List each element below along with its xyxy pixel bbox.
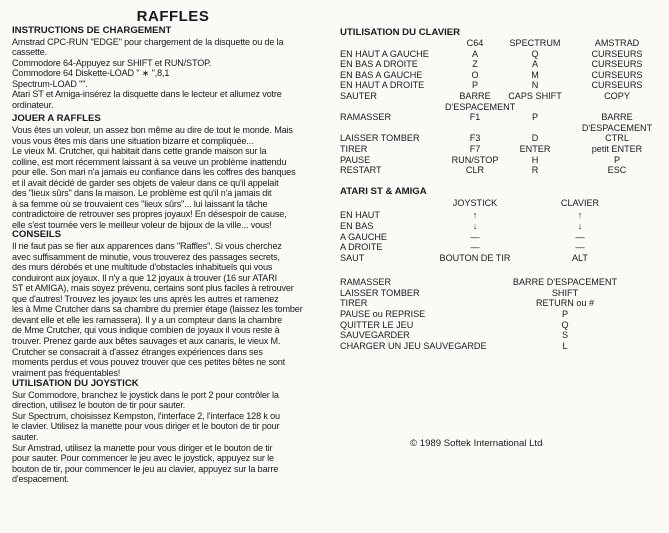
key-row xyxy=(340,277,665,288)
text-line: Le vieux M. Crutcher, qui habitait dans cette grande maison sur la xyxy=(12,146,267,157)
column-joystick: JOYSTICK xyxy=(452,197,498,208)
key-value: CTRL xyxy=(605,133,629,144)
key-row xyxy=(340,133,665,144)
play-story xyxy=(12,125,334,230)
copyright: © 1989 Softek International Ltd xyxy=(410,438,543,449)
action-label: PAUSE ou REPRISE xyxy=(340,309,426,320)
key-value: ↓ xyxy=(472,220,478,231)
key-value: D'ESPACEMENT xyxy=(581,122,653,133)
key-value: D xyxy=(531,133,539,144)
key-value: ↑ xyxy=(577,210,583,221)
atari-heading: ATARI ST & AMIGA xyxy=(340,185,427,197)
action-label: QUITTER LE JEU xyxy=(340,319,414,330)
key-row xyxy=(340,102,665,113)
text-line: direction, utilisez le bouton de tir pour sauter. xyxy=(12,400,186,411)
text-line: Il ne faut pas se fier aux apparences dans "Raffles". Si vous cherchez xyxy=(12,241,282,252)
action-label: EN BAS xyxy=(340,220,374,231)
text-line: conduiront aux joyaux. Il n'y a que 12 joyaux à trouver (16 sur ATARI xyxy=(12,272,278,283)
key-row xyxy=(340,210,665,221)
key-value: CURSEURS xyxy=(591,69,643,80)
text-line: moments perdus et vous pouvez trouver que ces petites bêtes ne sont xyxy=(12,357,286,368)
key-value: F3 xyxy=(469,133,481,144)
text-line: Sur Commodore, branchez le joystick dans le port 2 pour contrôler la xyxy=(12,389,279,400)
key-value: N xyxy=(531,80,539,91)
key-row xyxy=(340,155,665,166)
key-value: CURSEURS xyxy=(591,59,643,70)
text-line: contradictoire de retrouver ses propres joyaux! En désespoir de cause, xyxy=(12,209,287,220)
text-line: Commodore 64 Diskette-LOAD " ∗ ",8,1 xyxy=(12,68,170,79)
text-line: des "lieux sûrs" dans la maison. Le problème est qu'il n'a jamais dit xyxy=(12,188,272,199)
text-line: pour sauter. Pour commencer le jeu avec le joystick, appuyez sur le xyxy=(12,453,274,464)
key-value: P xyxy=(613,154,621,165)
text-line: et il avait décidé de garder ses objets de valeur dans ce qu'il appelait xyxy=(12,177,279,188)
key-row xyxy=(340,341,665,352)
text-line: avec suffisamment de minutie, vous trouverez des passages secrets, xyxy=(12,251,280,262)
key-value: Q xyxy=(531,48,539,59)
key-row xyxy=(340,123,665,134)
key-value: L xyxy=(562,340,568,351)
column-amstrad: AMSTRAD xyxy=(594,38,640,48)
key-value: M xyxy=(531,69,539,80)
action-label: RAMASSER xyxy=(340,112,392,123)
action-label: CHARGER UN JEU SAUVEGARDE xyxy=(340,340,487,351)
text-line: Sur Spectrum, choisissez Kempston, l'interface 2, l'interface 128 k ou xyxy=(12,410,280,421)
action-label: A GAUCHE xyxy=(340,231,387,242)
action-label: PAUSE xyxy=(340,154,371,165)
right-column xyxy=(340,27,665,351)
text-line: Crutcher se consacrait à d'assez étranges expériences dans ses xyxy=(12,346,263,357)
key-row xyxy=(340,232,665,243)
key-row xyxy=(340,80,665,91)
text-line: Amstrad CPC-RUN "EDGE" pour chargement de la disquette ou de la xyxy=(12,36,284,47)
left-column xyxy=(12,9,334,485)
text-line: pour elle. Son mari n'a jamais eu confiance dans les coffres des banques xyxy=(12,167,296,178)
key-value: H xyxy=(531,154,539,165)
action-label: SAUVEGARDER xyxy=(340,330,410,341)
action-label: EN HAUT xyxy=(340,210,380,221)
text-line: Spectrum-LOAD "". xyxy=(12,78,88,89)
action-label: EN HAUT A GAUCHE xyxy=(340,48,429,59)
key-value: CURSEURS xyxy=(591,80,643,91)
key-value: A xyxy=(531,59,539,70)
action-label: RESTART xyxy=(340,165,382,176)
column-c64: C64 xyxy=(466,38,484,48)
key-row xyxy=(340,165,665,176)
key-row xyxy=(340,320,665,331)
tips-text xyxy=(12,241,334,378)
joystick-heading: UTILISATION DU JOYSTICK xyxy=(12,378,139,390)
key-value: P xyxy=(561,309,569,320)
text-line: elle s'est tournée vers le meilleur voleur de bijoux de la ville... vous! xyxy=(12,219,272,230)
key-value: RUN/STOP xyxy=(451,154,499,165)
text-line: sauter. xyxy=(12,431,39,442)
other-keys-table xyxy=(340,277,665,351)
key-value: COPY xyxy=(604,90,630,101)
key-value: BARRE xyxy=(459,90,491,101)
key-row xyxy=(340,253,665,264)
text-line: colline, est mort récemment laissant à sa veuve un problème inattendu xyxy=(12,156,287,167)
key-value: petit ENTER xyxy=(591,143,643,154)
key-value: ENTER xyxy=(519,143,551,154)
key-row xyxy=(340,242,665,253)
key-row xyxy=(340,298,665,309)
tips-heading: CONSEILS xyxy=(12,229,62,241)
key-value: F1 xyxy=(469,112,481,123)
key-value: Q xyxy=(561,319,569,330)
page-title: RAFFLES xyxy=(136,8,210,25)
key-row xyxy=(340,288,665,299)
column-spectrum: SPECTRUM xyxy=(509,38,561,48)
key-value: P xyxy=(471,80,479,91)
key-value: ↓ xyxy=(577,220,583,231)
column-clavier: CLAVIER xyxy=(560,197,600,208)
play-heading: JOUER A RAFFLES xyxy=(12,113,101,125)
key-row xyxy=(340,49,665,60)
key-row xyxy=(340,112,665,123)
key-value: Z xyxy=(472,59,478,70)
key-value: CAPS SHIFT xyxy=(508,90,562,101)
action-label: SAUTER xyxy=(340,90,377,101)
text-line: à sa femme où se trouvaient ces "lieux sûrs"... lui laissant la tâche xyxy=(12,198,268,209)
key-value: ↑ xyxy=(472,210,478,221)
text-line: le clavier. Utilisez la manette pour vous diriger et le bouton de tir pour xyxy=(12,421,280,432)
key-value: — xyxy=(575,242,585,253)
text-line: ST et AMIGA), mais soyez prévenu, certains sont plus faciles à retrouver xyxy=(12,283,294,294)
action-label: SAUT xyxy=(340,252,365,263)
key-value: — xyxy=(575,231,585,242)
joystick-text xyxy=(12,390,334,485)
key-value: P xyxy=(531,112,539,123)
action-label: EN BAS A GAUCHE xyxy=(340,69,423,80)
key-row xyxy=(340,70,665,81)
key-value: — xyxy=(470,242,480,253)
key-row xyxy=(340,221,665,232)
key-value: — xyxy=(470,231,480,242)
keyboard-heading: UTILISATION DU CLAVIER xyxy=(340,27,461,38)
key-row xyxy=(340,91,665,102)
text-line: cassette. xyxy=(12,47,48,58)
key-value: RETURN ou # xyxy=(535,298,595,309)
key-value: S xyxy=(561,330,569,341)
keyboard-column-headers xyxy=(340,38,665,49)
text-line: d'espacement. xyxy=(12,474,69,485)
text-line: Commodore 64-Appuyez sur SHIFT et RUN/STOP. xyxy=(12,57,212,68)
key-value: SHIFT xyxy=(551,287,579,298)
key-value: ESC xyxy=(607,165,627,176)
text-line: vraiment pas fréquentables! xyxy=(12,367,121,378)
action-label: RAMASSER xyxy=(340,277,392,288)
action-label: A DROITE xyxy=(340,242,383,253)
action-label: TIRER xyxy=(340,143,368,154)
key-value: D'ESPACEMENT xyxy=(445,101,516,112)
text-line: Sur Amstrad, utilisez la manette pour vous diriger et le bouton de tir xyxy=(12,442,273,453)
text-line: des murs dérobés et une multitude d'obstacles inhabituels qui vous xyxy=(12,262,273,273)
key-value: ALT xyxy=(571,252,588,263)
key-value: BARRE xyxy=(601,112,633,123)
atari-table xyxy=(340,210,665,263)
text-line: Vous êtes un voleur, un assez bon même au dire de tout le monde. Mais xyxy=(12,125,293,136)
text-line: ordinateur. xyxy=(12,99,54,110)
text-line: les à Mme Crutcher dans sa chambre du premier étage (laissez les tomber xyxy=(12,304,303,315)
atari-column-headers xyxy=(340,198,665,209)
key-value: CURSEURS xyxy=(591,48,643,59)
text-line: vous vous êtes mis dans une situation bizarre et compliquée... xyxy=(12,135,254,146)
text-line: Atari ST et Amiga-insérez la disquette dans le lecteur et allumez votre xyxy=(12,89,282,100)
action-label: EN BAS A DROITE xyxy=(340,59,418,70)
key-value: A xyxy=(471,48,479,59)
key-row xyxy=(340,309,665,320)
key-value: BARRE D'ESPACEMENT xyxy=(512,277,618,288)
text-line: de Mme Crutcher, qui vous indique combien de joyaux il vous reste à xyxy=(12,325,280,336)
loading-heading: INSTRUCTIONS DE CHARGEMENT xyxy=(12,25,172,36)
keyboard-table xyxy=(340,49,665,176)
key-value: BOUTON DE TIR xyxy=(439,252,511,263)
text-line: trouver. Prenez garde aux bêtes sauvages et aux canaris, le vieux M. xyxy=(12,336,281,346)
key-value: O xyxy=(471,69,479,80)
text-line: bouton de tir, pour commencer le jeu au clavier, appuyez sur la barre xyxy=(12,463,279,474)
key-row xyxy=(340,330,665,341)
action-label: TIRER xyxy=(340,298,368,309)
loading-instructions xyxy=(12,37,334,111)
text-line: devant elle et elle les ramassera). Il y a un compteur dans la chambre xyxy=(12,314,283,325)
key-row xyxy=(340,144,665,155)
key-value: CLR xyxy=(465,165,485,176)
key-row xyxy=(340,59,665,70)
action-label: LAISSER TOMBER xyxy=(340,287,420,298)
action-label: LAISSER TOMBER xyxy=(340,133,420,144)
text-line: que d'autres! Trouvez les joyaux les uns après les autres et ramenez xyxy=(12,293,279,304)
action-label: EN HAUT A DROITE xyxy=(340,80,425,91)
key-value: R xyxy=(531,165,539,176)
key-value: F7 xyxy=(469,143,481,154)
